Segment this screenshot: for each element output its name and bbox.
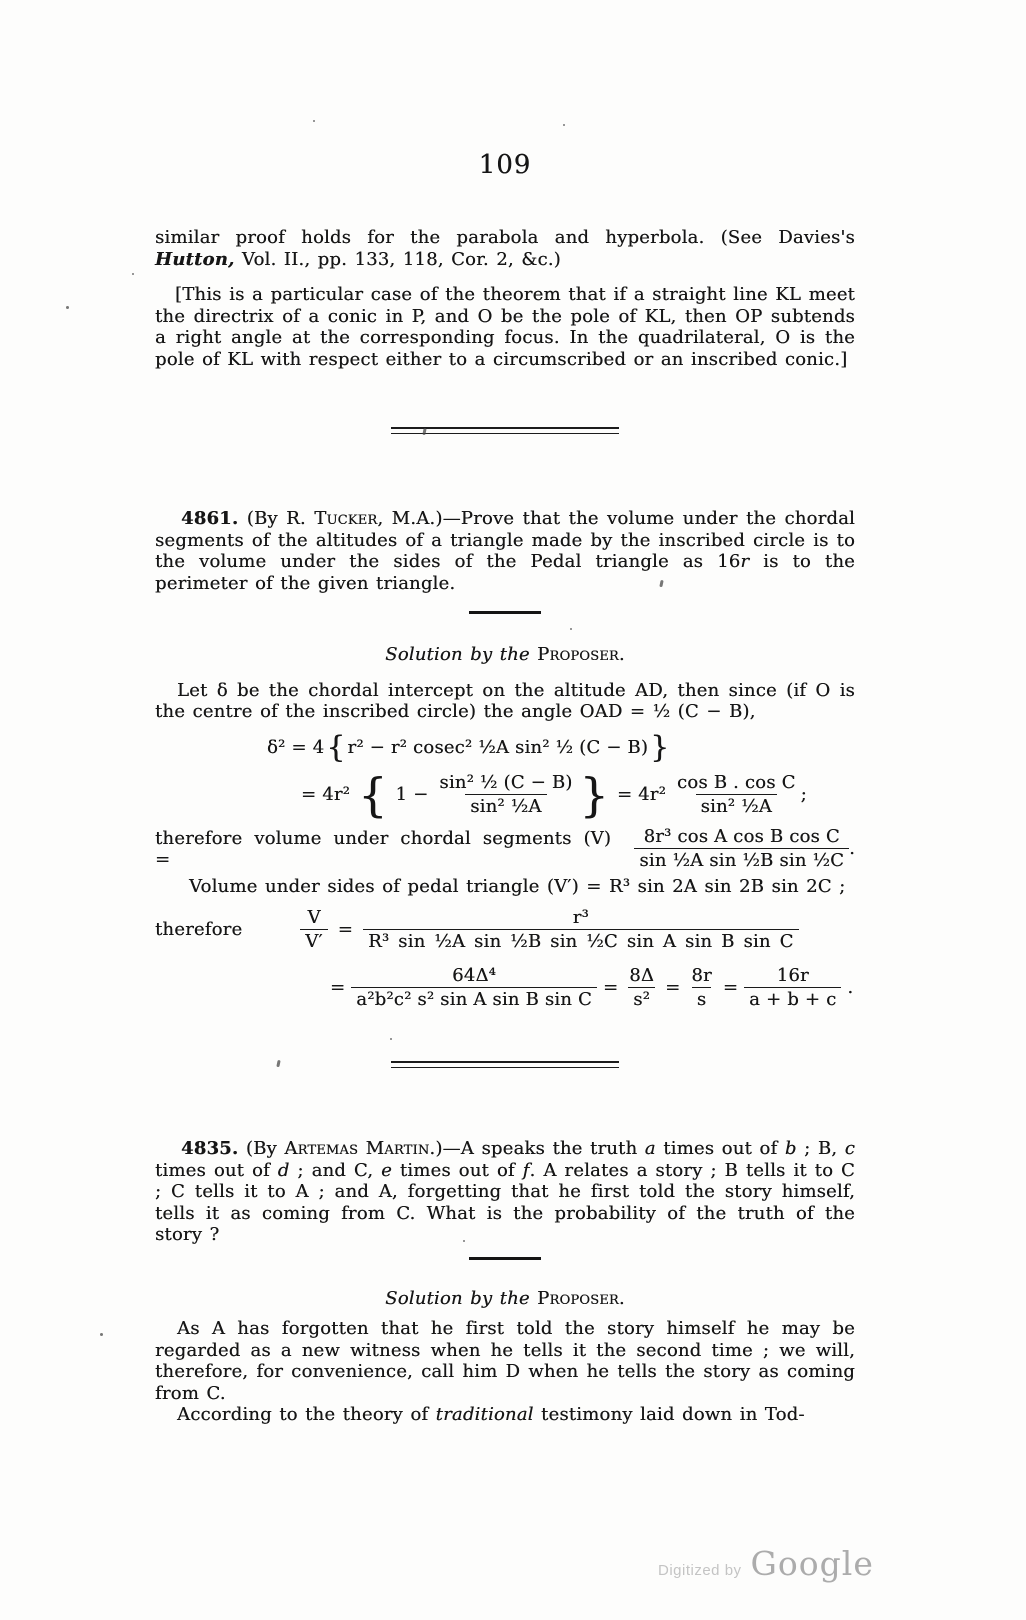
problem-4861-statement: 4861. (By R. Tucker, M.A.)—Prove that the volume under the chordal segments of the altitudes of a triangle made by the inscribed circle is to the volume under the sides of the Pedal triangle as 16r is to the perimeter of the given triangle.	[155, 508, 855, 594]
scan-speck	[66, 306, 69, 309]
fraction	[434, 772, 577, 817]
fraction-denominator: sin ½A sin ½B sin ½C	[634, 848, 849, 871]
equation-ratio	[155, 903, 855, 955]
section-divider-double-rule	[391, 1061, 619, 1068]
equation-label: therefore	[155, 918, 243, 940]
right-brace: }	[579, 767, 609, 822]
left-brace: {	[358, 767, 388, 822]
fraction-denominator: sin² ½A	[696, 794, 777, 817]
fraction-denominator: V′	[300, 929, 328, 952]
equation-mid: = 4r²	[616, 784, 667, 805]
fraction	[686, 965, 716, 1010]
equals-sign: =	[665, 976, 681, 998]
page-number: 109	[478, 150, 532, 180]
fraction	[634, 826, 849, 871]
equation-lhs: δ² = 4	[267, 737, 325, 758]
fraction-denominator: sin² ½A	[465, 794, 546, 817]
equation-delta-squared	[267, 731, 855, 765]
fraction	[300, 907, 328, 952]
equals-sign: =	[330, 976, 346, 998]
equation-lhs: = 4r²	[301, 784, 351, 805]
fraction-numerator: 8r	[691, 964, 712, 986]
intro-paragraph-continuation: similar proof holds for the parabola and hyperbola. (See Davies's Hutton, Vol. II., pp. 133, 118, Cor. 2, &c.)	[155, 227, 855, 270]
equals-sign: =	[337, 918, 354, 940]
fraction-numerator: cos B . cos C	[677, 772, 796, 793]
equals-sign: =	[602, 976, 619, 998]
solution-4861-lead-paragraph: Let δ be the chordal intercept on the altitude AD, then since (if O is the centre of the inscribed circle) the angle OAD = ½ (C − B),	[155, 679, 855, 722]
scan-speck	[570, 628, 572, 630]
fraction-denominator: s	[692, 987, 711, 1010]
equation-final-chain	[330, 961, 855, 1013]
editorial-note-paragraph: [This is a particular case of the theorem that if a straight line KL meet the directrix of a conic in P, and O be the pole of KL, then OP subtends a right angle at the corresponding focus. In the quadrilateral, O is the pole of KL with respect either to a circumscribed or an inscribed conic.]	[155, 284, 855, 370]
solution-4835-heading: Solution by the Proposer.	[385, 1287, 625, 1309]
scan-speck	[390, 1038, 392, 1040]
fraction	[744, 965, 841, 1010]
solution-4861-heading: Solution by the Proposer.	[385, 644, 625, 665]
fraction-denominator: R³ sin ½A sin ½B sin ½C sin A sin B sin C	[363, 929, 799, 952]
equation-volume-pedal: Volume under sides of pedal triangle (V′) = R³ sin 2A sin 2B sin 2C ;	[189, 875, 846, 897]
fraction-numerator: 8Δ	[629, 964, 655, 986]
fraction-numerator: V	[307, 906, 321, 928]
solution-4835-paragraph: As A has forgotten that he first told the story himself he may be regarded as a new witness when he tells it the second time ; we will, therefore, for convenience, call him D when he tells the story as coming from C.	[155, 1318, 855, 1404]
scan-speck	[132, 273, 134, 275]
fraction	[363, 907, 799, 952]
equation-volume-chordal	[155, 824, 855, 874]
left-brace: {	[326, 729, 346, 765]
scan-speck	[313, 120, 315, 122]
equation-body: r² − r² cosec² ½A sin² ½ (C − B)	[347, 737, 649, 758]
equals-sign: =	[722, 976, 739, 998]
equation-label: therefore volume under chordal segments (V) =	[155, 827, 612, 870]
fraction	[624, 965, 659, 1010]
fraction	[351, 965, 597, 1010]
text-column	[155, 0, 855, 1426]
fraction-numerator: 8r³ cos A cos B cos C	[643, 826, 840, 847]
google-logo-text: Google	[750, 1544, 874, 1583]
equation-4r-squared	[295, 769, 855, 821]
fraction-numerator: sin² ½ (C − B)	[439, 772, 573, 793]
fraction-numerator: 64Δ⁴	[452, 964, 497, 986]
fraction	[672, 772, 801, 817]
scan-speck	[563, 124, 565, 126]
solution-divider-rule	[469, 1257, 541, 1260]
equation-punctuation: ;	[800, 784, 807, 805]
equation-punctuation: .	[849, 838, 855, 859]
problem-4835-statement: 4835. (By Artemas Martin.)—A speaks the truth a times out of b ; B, c times out of d ; and C, e times out of f. A relates a story ; B tells it to C ; C tells it to A ; and A, forgetting that he first told the story himself, tells it as coming from C. What is the probability of the truth of the story ?	[155, 1138, 855, 1245]
google-digitization-watermark	[658, 1544, 874, 1583]
fraction-numerator: 16r	[776, 964, 809, 986]
digitized-by-label: Digitized by	[658, 1562, 742, 1579]
solution-4835-paragraph-continued: According to the theory of traditional testimony laid down in Tod-	[177, 1404, 805, 1425]
right-brace: }	[650, 729, 670, 765]
fraction-denominator: a²b²c² s² sin A sin B sin C	[351, 987, 597, 1010]
solution-divider-rule	[469, 611, 541, 614]
fraction-denominator: s²	[628, 987, 655, 1010]
equation-term: 1 −	[395, 784, 429, 805]
scan-speck	[463, 1240, 465, 1242]
fraction-denominator: a + b + c	[744, 987, 841, 1010]
fraction-numerator: r³	[572, 906, 589, 928]
scan-speck	[100, 1333, 103, 1336]
equation-punctuation: .	[847, 976, 854, 998]
